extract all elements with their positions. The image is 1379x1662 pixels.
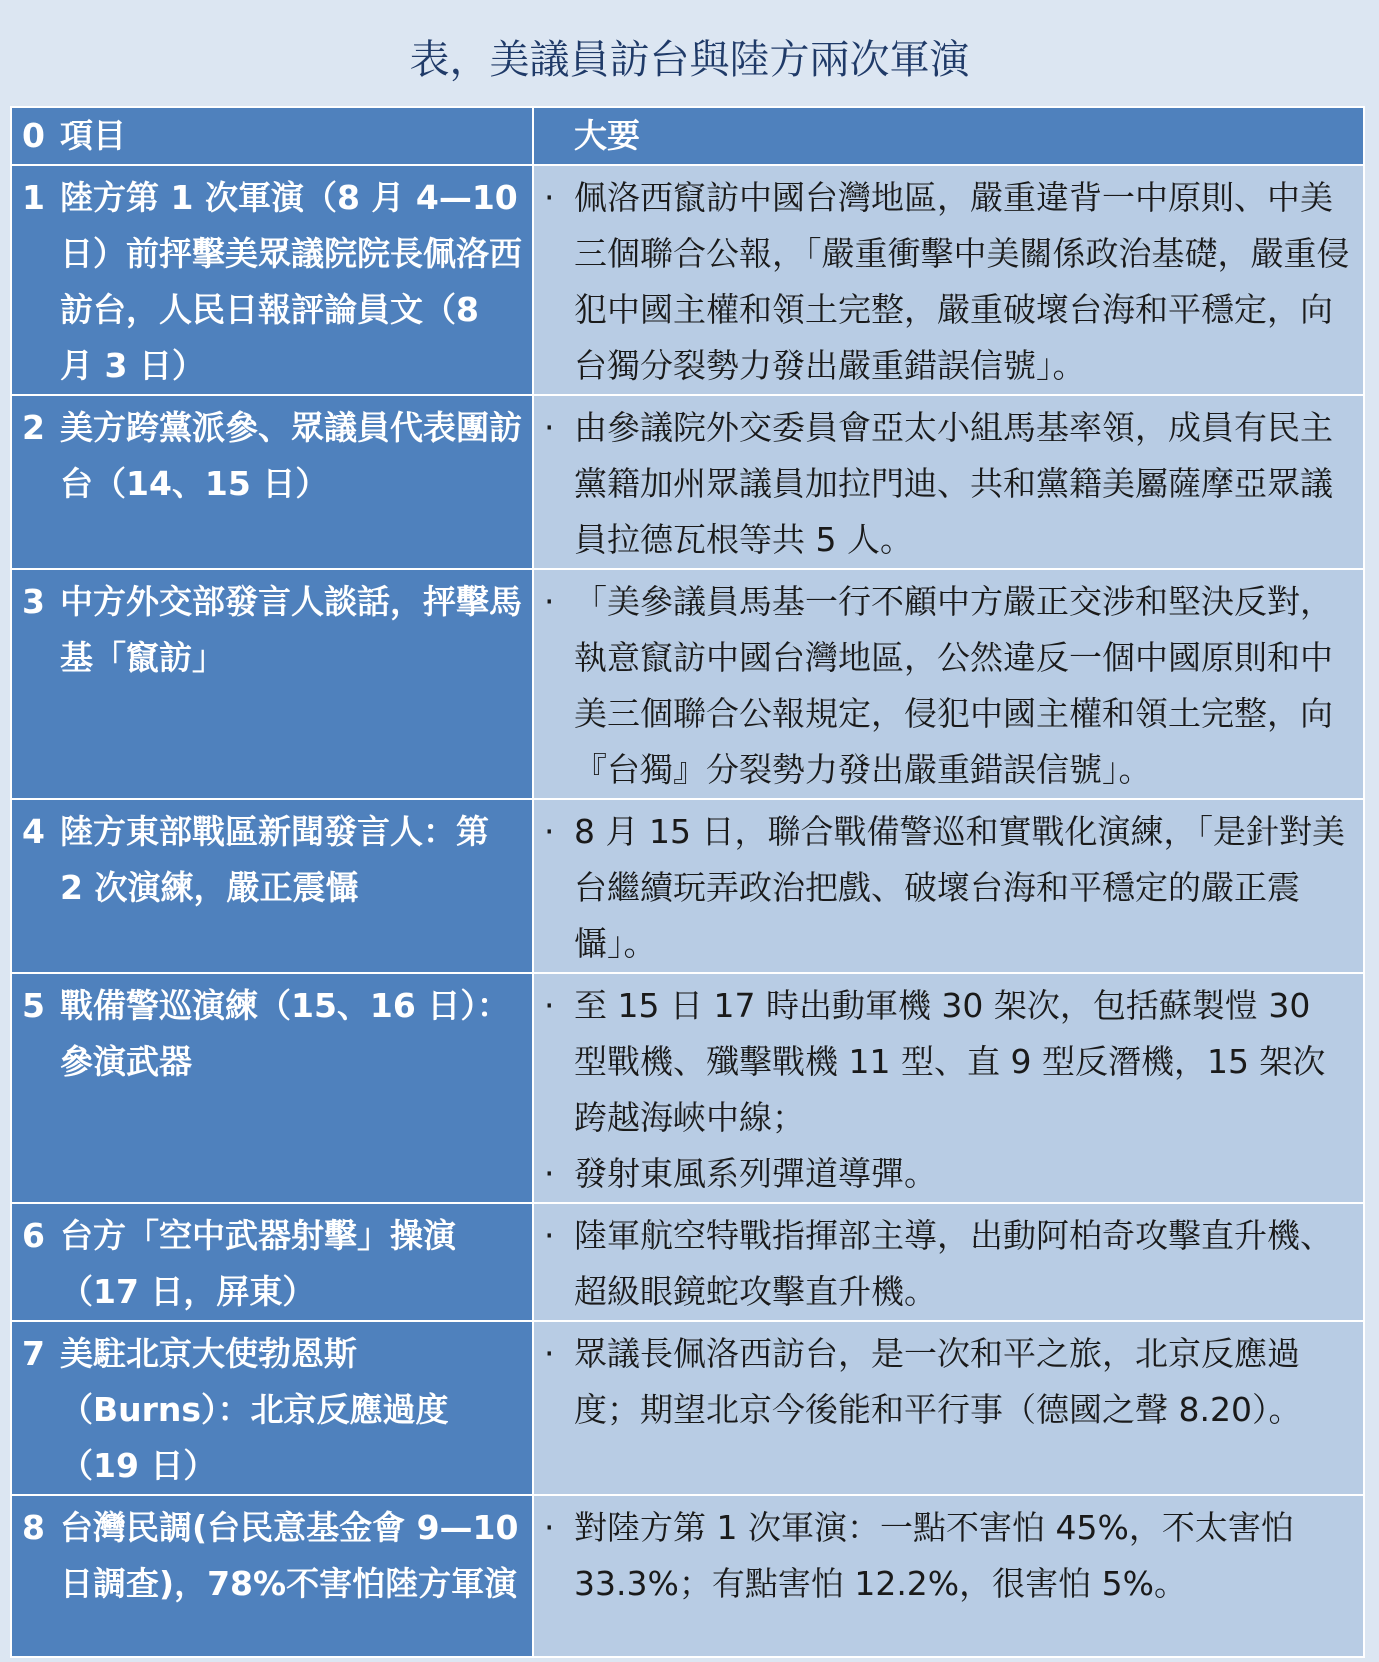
header-summary-cell [533,107,1364,165]
table-row [11,395,1364,569]
summary-bullet [544,978,1353,1146]
bullet-dot-icon: · [544,986,555,1025]
item-text: 陸方東部戰區新聞發言人：第 2 次演練，嚴正震懾 [60,812,489,907]
item-text: 中方外交部發言人談話，抨擊馬基「竄訪」 [60,582,522,677]
item-cell [11,973,533,1203]
bullet-text: 至 15 日 17 時出動軍機 30 架次，包括蘇製愷 30 型戰機、殲擊戰機 11 型、直 9 型反潛機，15 架次跨越海峽中線； [574,986,1326,1137]
header-num: 0 [22,116,45,155]
bullet-text: 眾議長佩洛西訪台，是一次和平之旅，北京反應過度；期望北京今後能和平行事（德國之聲 8.20）。 [574,1334,1302,1429]
bullet-text: 8 月 15 日，聯合戰備警巡和實戰化演練，「是針對美台繼續玩弄政治把戲、破壞台海和平穩定的嚴正震懾」。 [574,812,1345,963]
item-cell [11,569,533,799]
bullet-text: 佩洛西竄訪中國台灣地區，嚴重違背一中原則、中美三個聯合公報，「嚴重衝擊中美關係政治基礎，嚴重侵犯中國主權和領土完整，嚴重破壞台海和平穩定，向台獨分裂勢力發出嚴重錯誤信號」。 [574,178,1350,385]
summary-bullet [544,170,1353,394]
row-number: 1 [22,178,45,217]
item-cell [11,1203,533,1321]
bullet-dot-icon: · [544,1216,555,1255]
item-text: 陸方第 1 次軍演（8 月 4—10 日）前抨擊美眾議院院長佩洛西訪台，人民日報評論員文（8 月 3 日） [60,178,522,385]
summary-bullet [544,1146,1353,1202]
bullet-text: 陸軍航空特戰指揮部主導，出動阿柏奇攻擊直升機、超級眼鏡蛇攻擊直升機。 [574,1216,1333,1311]
bullet-dot-icon: · [544,812,555,851]
row-number: 6 [22,1216,45,1255]
summary-cell [533,973,1364,1203]
item-text: 台灣民調(台民意基金會 9—10 日調查)，78%不害怕陸方軍演 [60,1508,519,1603]
header-item-cell [11,107,533,165]
row-number: 5 [22,986,45,1025]
summary-bullet [544,1326,1353,1438]
item-cell [11,395,533,569]
row-number: 4 [22,812,45,851]
events-table [10,106,1365,1658]
table-row [11,799,1364,973]
summary-bullet [544,1500,1353,1612]
item-cell [11,165,533,395]
bullet-dot-icon: · [544,408,555,447]
item-cell [11,1495,533,1657]
summary-cell [533,799,1364,973]
summary-cell [533,1203,1364,1321]
table-row [11,973,1364,1203]
table-header-row [11,107,1364,165]
summary-cell [533,165,1364,395]
bullet-dot-icon: · [544,1508,555,1547]
summary-cell [533,395,1364,569]
summary-cell [533,569,1364,799]
bullet-text: 對陸方第 1 次軍演：一點不害怕 45%，不太害怕 33.3%；有點害怕 12.2%，很害怕 5%。 [574,1508,1294,1603]
summary-bullet [544,1208,1353,1320]
summary-bullet [544,804,1353,972]
item-cell [11,1321,533,1495]
table-row [11,165,1364,395]
item-cell [11,799,533,973]
table-row [11,1321,1364,1495]
item-text: 美方跨黨派參、眾議員代表團訪台（14、15 日） [60,408,522,503]
bullet-dot-icon: · [544,178,555,217]
bullet-text: 發射東風系列彈道導彈。 [574,1154,937,1193]
summary-bullet [544,574,1353,798]
table-row [11,1203,1364,1321]
header-summary-label: 大要 [574,116,640,155]
row-number: 8 [22,1508,45,1547]
bullet-text: 「美參議員馬基一行不顧中方嚴正交涉和堅決反對，執意竄訪中國台灣地區，公然違反一個中國原則和中美三個聯合公報規定，侵犯中國主權和領土完整，向『台獨』分裂勢力發出嚴重錯誤信號」。 [574,582,1333,789]
bullet-dot-icon: · [544,1334,555,1373]
table-row [11,1495,1364,1657]
row-number: 2 [22,408,45,447]
table-row [11,569,1364,799]
row-number: 3 [22,582,45,621]
item-text: 戰備警巡演練（15、16 日）：參演武器 [60,986,510,1081]
bullet-dot-icon: · [544,1154,555,1193]
row-number: 7 [22,1334,45,1373]
header-item-label: 項目 [60,116,126,155]
item-text: 台方「空中武器射擊」操演（17 日，屏東） [60,1216,456,1311]
page-title: 表，美議員訪台與陸方兩次軍演 [409,37,970,83]
item-text: 美駐北京大使勃恩斯（Burns）：北京反應過度（19 日） [60,1334,449,1485]
summary-cell [533,1321,1364,1495]
bullet-text: 由參議院外交委員會亞太小組馬基率領，成員有民主黨籍加州眾議員加拉門迪、共和黨籍美屬薩摩亞眾議員拉德瓦根等共 5 人。 [574,408,1333,559]
summary-bullet [544,400,1353,568]
bullet-dot-icon: · [544,582,555,621]
summary-cell [533,1495,1364,1657]
